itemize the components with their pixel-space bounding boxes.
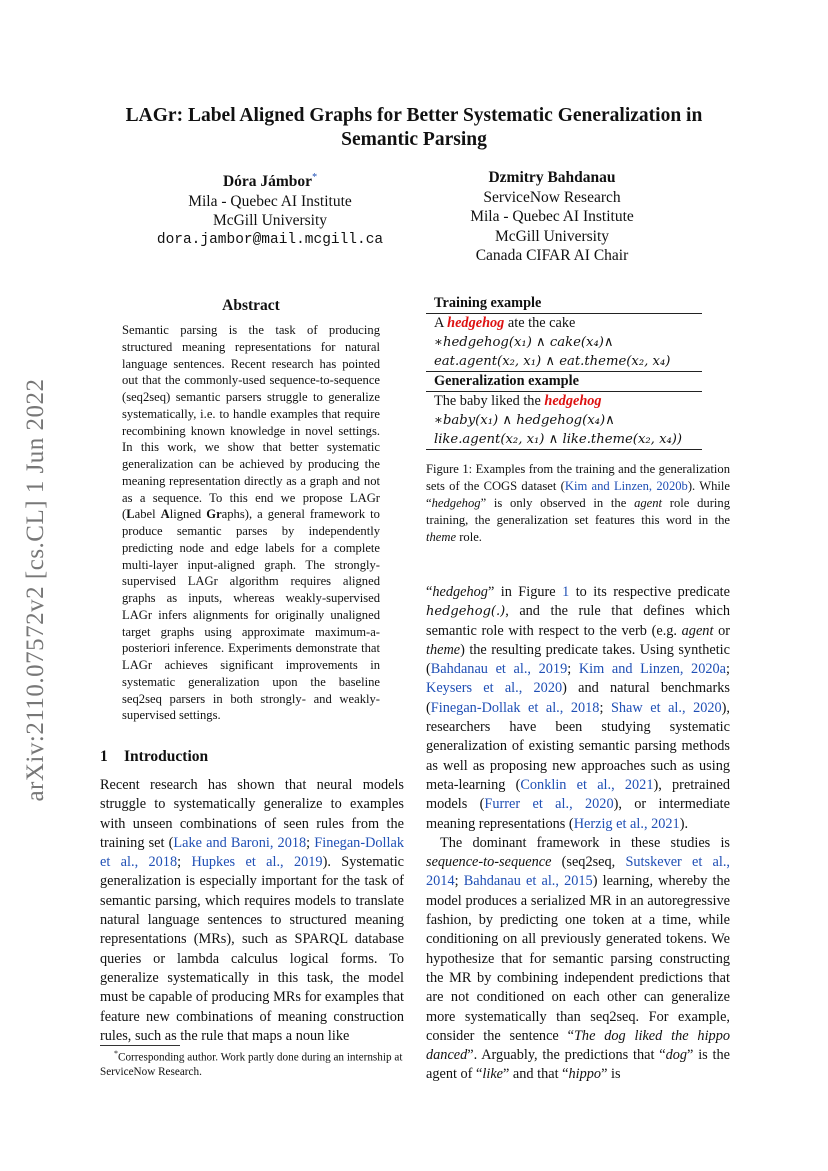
citation-link[interactable]: Kim and Linzen, 2020b — [564, 478, 688, 493]
title-line-2: Semantic Parsing — [341, 129, 487, 150]
generalization-logical-form-1: ∗baby(x₁) ∧ hedgehog(x₄)∧ — [434, 413, 615, 428]
author-1-affiliation-1: Mila - Quebec AI Institute — [188, 192, 352, 210]
citation-link[interactable]: Bahdanau et al., 2015 — [463, 873, 593, 890]
arxiv-identifier: arXiv:2110.07572v2 [cs.CL] 1 Jun 2022 — [22, 378, 49, 802]
citation-link[interactable]: Bahdanau et al., 2019 — [430, 661, 568, 678]
author-2-affiliation-3: McGill University — [494, 227, 610, 245]
citation-link[interactable]: Herzig et al., 2021 — [573, 815, 680, 832]
author-1-name: Dóra Jámbor* — [222, 172, 318, 191]
citation-link[interactable]: Kim and Linzen, 2020a — [578, 661, 726, 678]
training-logical-form-1: ∗hedgehog(x₁) ∧ cake(x₄)∧ — [434, 335, 614, 350]
citation-link[interactable]: Shaw et al., 2020 — [610, 699, 722, 716]
paragraph: “hedgehog” in Figure 1 to its respective predicate hedgehog(.), and the rule that defines which semantic role with respect to the verb (e.g. agent or theme) the resulting predicate takes. Using synthetic (Bahdanau et al., 2019; Kim and Linzen, 2020a; Keysers et al., 2020) and natural benchmarks (Finegan-Dollak et al., 2018; Shaw et al., 2020), researchers have been studying systematic generalization of existing semantic parsing methods as well as proposing new approaches such as using meta-learning (Conklin et al., 2021), pretrained models (Furrer et al., 2020), or intermediate meaning representations (Herzig et al., 2021). — [426, 584, 731, 832]
figure-reference-link[interactable]: 1 — [562, 584, 570, 600]
author-block-2 — [430, 168, 674, 266]
author-block-1 — [140, 168, 400, 250]
generalization-example-header: Generalization example — [426, 371, 702, 391]
generalization-sentence: The baby liked the hedgehog — [426, 391, 702, 411]
training-example-header: Training example — [434, 295, 542, 311]
footnote-rule — [100, 1045, 180, 1046]
paragraph: The dominant framework in these studies is sequence-to-sequence (seq2seq, Sutskever et al., 2014; Bahdanau et al., 2015) learning, whereby the model produces a serialized MR in an autoregressive fashion, by predicting one token at a time, while conditioning on all previously generated tokens. We hypothesize that for semantic parsing constructing the MR by combining independent predictions that are not conditioned on each other can generalize more systematically than seq2seq. For example, consider the sentence “The dog liked the hippo danced”. Arguably, the predictions that “dog” is the agent of “like” and that “hippo” is — [426, 834, 730, 1083]
citation-link[interactable]: Furrer et al., 2020 — [484, 796, 614, 813]
citation-link[interactable]: Sutskever et al., 2014 — [426, 854, 730, 890]
arxiv-sidebar — [12, 330, 60, 850]
intro-right-column — [426, 583, 730, 1085]
training-sentence: A hedgehog ate the cake — [426, 313, 702, 333]
author-2-affiliation-2: Mila - Quebec AI Institute — [470, 208, 634, 225]
citation-link[interactable]: Hupkes et al., 2019 — [191, 854, 323, 871]
author-2-affiliation-4: Canada CIFAR AI Chair — [475, 247, 629, 264]
section-heading: 1 Introduction — [100, 748, 209, 765]
author-1-footnote-mark[interactable]: * — [312, 172, 318, 183]
author-1-affiliation-2: McGill University — [212, 212, 328, 230]
author-1-email[interactable]: dora.jambor@mail.mcgill.ca — [156, 231, 384, 248]
abstract-heading: Abstract — [222, 297, 280, 314]
footnote: *Corresponding author. Work partly done during an internship at ServiceNow Research. — [100, 1049, 403, 1079]
citation-link[interactable]: Lake and Baroni, 2018 — [173, 834, 307, 851]
generalization-logical-form-2: like.agent(x₂, x₁) ∧ like.theme(x₂, x₄)) — [426, 430, 702, 450]
author-2-name: Dzmitry Bahdanau — [488, 169, 616, 186]
figure-1-table — [426, 294, 702, 450]
citation-link[interactable]: Keysers et al., 2020 — [426, 680, 563, 697]
paper-title — [80, 104, 748, 152]
citation-link[interactable]: Finegan-Dollak et al., 2018 — [100, 834, 404, 871]
citation-link[interactable]: Finegan-Dollak et al., 2018 — [430, 699, 600, 716]
citation-link[interactable]: Conklin et al., 2021 — [520, 776, 654, 793]
training-logical-form-2: eat.agent(x₂, x₁) ∧ eat.theme(x₂, x₄) — [434, 354, 671, 369]
intro-left-column: Recent research has shown that neural models struggle to systematically generalize to examples with unseen combinations of seen rules from the training set (Lake and Baroni, 2018; Finegan-Dollak et al., 2018; Hupkes et al., 2019). Systematic generalization is especially important for the task of semantic parsing, which requires models to translate natural language sentences to structured meaning representations (MRs), such as SPARQL database queries or lambda calculus logical forms. To generalize systematically in this task, the model must be capable of producing MRs for examples that feature new combinations of meaning construction rules, such as the rule that maps a noun like — [100, 777, 405, 1044]
author-2-affiliation-1: ServiceNow Research — [483, 188, 621, 206]
abstract-body: Semantic parsing is the task of producing structured meaning representations for natural language sentences. Recent research has pointed out that the commonly-used sequence-to-sequence (seq2seq) semantic parsers struggle to generalize systematically, i.e. to handle examples that require recombining known knowledge in novel settings. In this work, we show that better systematic generalization can be achieved by producing the meaning representation directly as a graph and not as a sequence. To this end we propose LAGr (Label Aligned Graphs), a general framework to produce semantic parses by independently predicting node and edge labels for a complete multi-layer input-aligned graph. The strongly-supervised LAGr algorithm requires aligned graphs as inputs, whereas weakly-supervised LAGr infers alignments for originally unaligned target graphs using approximate maximum-a-posteriori inference. Experiments demonstrate that LAGr achieves significant improvements in systematic generalization upon the baseline seq2seq parsers in both strongly- and weakly-supervised settings. — [122, 323, 380, 723]
title-line-1: LAGr: Label Aligned Graphs for Better Systematic Generalization in — [125, 105, 703, 126]
figure-1-caption: Figure 1: Examples from the training and the generalization sets of the COGS dataset (Kim and Linzen, 2020b). While “hedgehog” is only observed in the agent role during training, the generalization set features this word in the theme role. — [426, 462, 730, 544]
